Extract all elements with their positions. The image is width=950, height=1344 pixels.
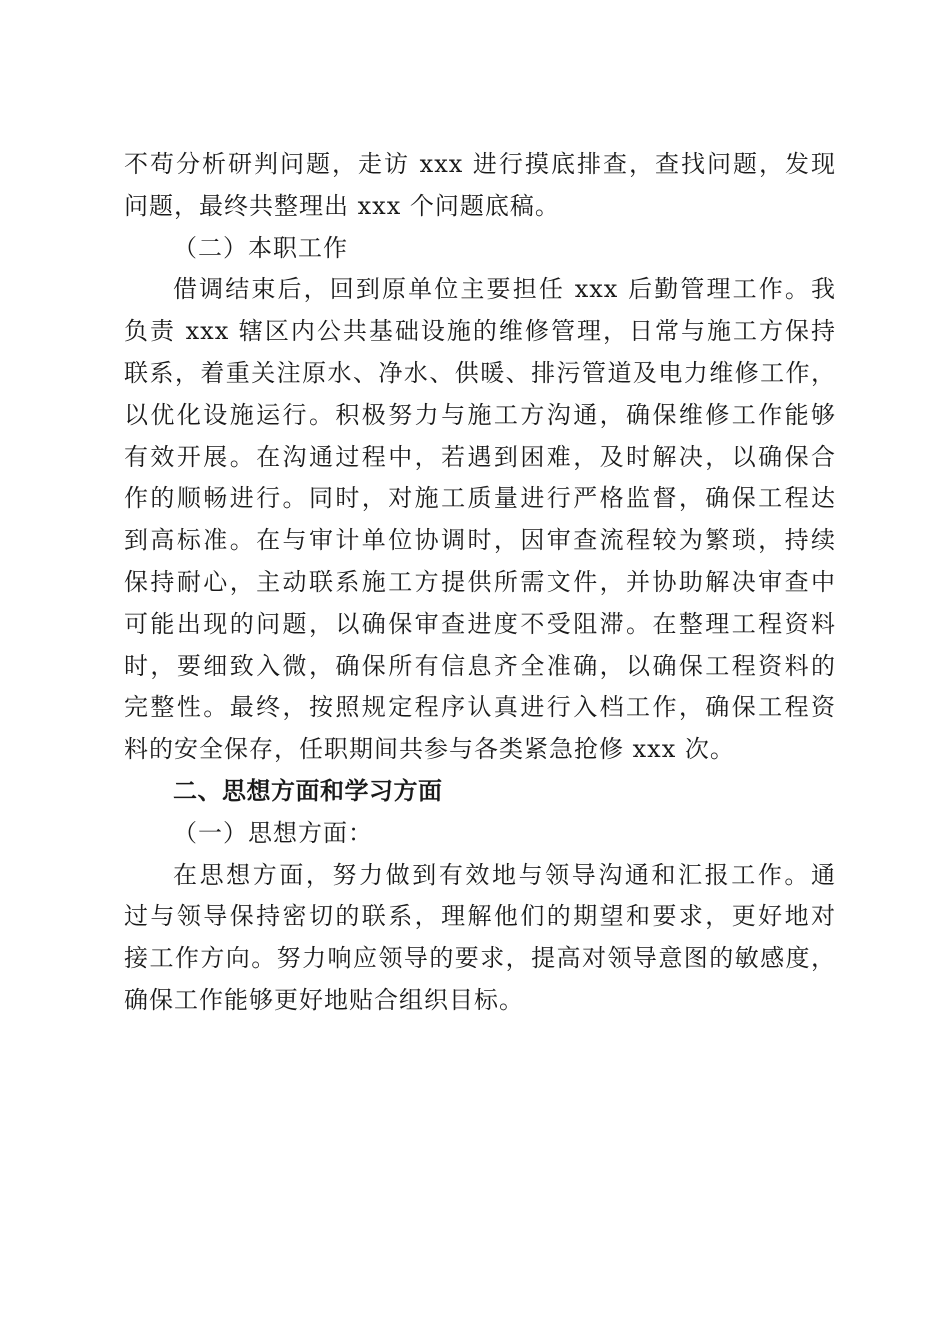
paragraph-line: 负责 xxx 辖区内公共基础设施的维修管理，日常与施工方保持: [124, 317, 836, 346]
paragraph-line: 作的顺畅进行。同时，对施工质量进行严格监督，确保工程达: [124, 484, 836, 513]
paragraph-line: 确保工作能够更好地贴合组织目标。: [124, 985, 524, 1014]
paragraph-line: 时，要细致入微，确保所有信息齐全准确，以确保工程资料的: [124, 651, 836, 680]
paragraph-line: 有效开展。在沟通过程中，若遇到困难，及时解决，以确保合: [124, 442, 836, 471]
document-body: [124, 144, 836, 1022]
paragraph-line: 过与领导保持密切的联系，理解他们的期望和要求，更好地对: [124, 902, 836, 931]
paragraph-line: 以优化设施运行。积极努力与施工方沟通，确保维修工作能够: [124, 400, 836, 429]
paragraph-line: 保持耐心，主动联系施工方提供所需文件，并协助解决审查中: [124, 567, 836, 596]
paragraph-line: 不苟分析研判问题，走访 xxx 进行摸底排查，查找问题，发现: [124, 150, 836, 178]
paragraph-line: 借调结束后，回到原单位主要担任 xxx 后勤管理工作。我: [173, 275, 836, 304]
paragraph-line: 在思想方面，努力做到有效地与领导沟通和汇报工作。通: [173, 860, 836, 889]
paragraph-line: 联系，着重关注原水、净水、供暖、排污管道及电力维修工作，: [124, 358, 836, 387]
paragraph-line: 可能出现的问题，以确保审查进度不受阻滞。在整理工程资料: [124, 609, 836, 638]
paragraph-line: 完整性。最终，按照规定程序认真进行入档工作，确保工程资: [124, 693, 836, 722]
section-heading: 二、思想方面和学习方面: [173, 776, 443, 805]
paragraph-line: 料的安全保存，任职期间共参与各类紧急抢修 xxx 次。: [124, 735, 735, 764]
section-subheading: （二）本职工作: [173, 233, 348, 262]
section-subheading: （一）思想方面：: [173, 818, 373, 847]
paragraph-line: 问题，最终共整理出 xxx 个问题底稿。: [124, 191, 560, 220]
paragraph-line: 接工作方向。努力响应领导的要求，提高对领导意图的敏感度，: [124, 944, 836, 973]
paragraph-line: 到高标准。在与审计单位协调时，因审查流程较为繁琐，持续: [124, 526, 836, 555]
